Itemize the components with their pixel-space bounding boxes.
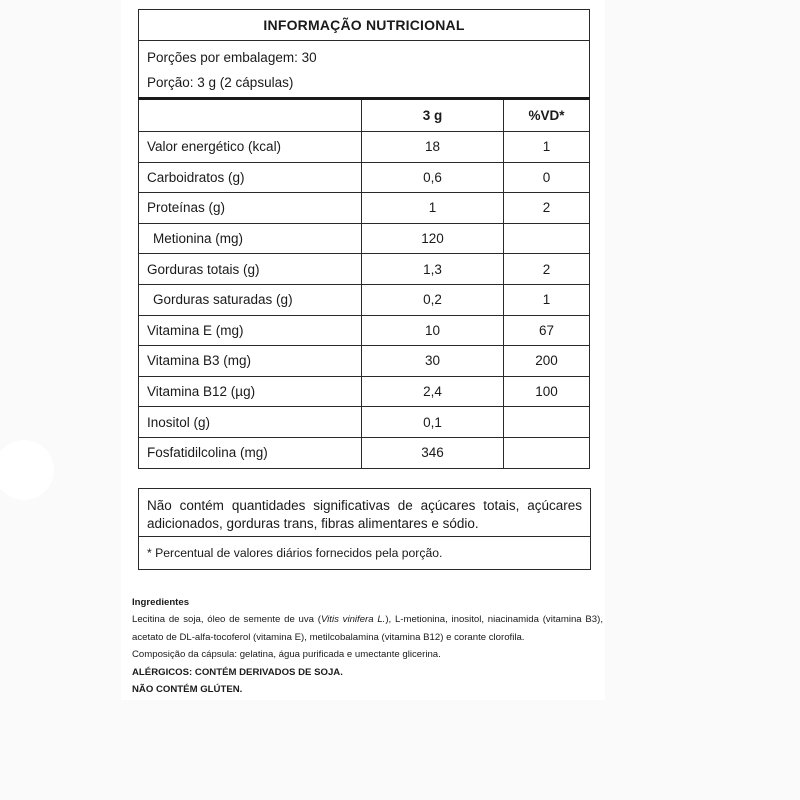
dv-footnote: * Percentual de valores diários fornecidos pela porção. — [147, 546, 443, 560]
decorative-circle — [0, 440, 54, 500]
table-row — [139, 437, 590, 468]
nutrient-amount: 1 — [362, 193, 504, 224]
nutrient-amount: 2,4 — [362, 376, 504, 407]
nutrition-title: INFORMAÇÃO NUTRICIONAL — [139, 10, 590, 41]
gluten-warning: NÃO CONTÉM GLÚTEN. — [132, 684, 243, 696]
nutrient-dv: 1 — [504, 132, 590, 163]
table-row — [139, 284, 590, 315]
nutrition-table — [138, 9, 590, 469]
table-row — [139, 346, 590, 377]
nutrient-name: Valor energético (kcal) — [139, 132, 362, 163]
header-amount: 3 g — [362, 99, 504, 132]
ingredients-list — [132, 611, 603, 646]
table-row — [139, 132, 590, 163]
nutrient-dv: 2 — [504, 254, 590, 285]
portion-row — [139, 41, 590, 99]
nutrient-dv — [504, 437, 590, 468]
header-dv: %VD* — [504, 99, 590, 132]
nutrient-name: Metionina (mg) — [139, 223, 362, 254]
nutrient-name: Vitamina E (mg) — [139, 315, 362, 346]
nutrient-amount: 0,2 — [362, 284, 504, 315]
nutrient-name: Gorduras saturadas (g) — [139, 284, 362, 315]
nutrient-dv: 100 — [504, 376, 590, 407]
nutrient-amount: 0,1 — [362, 407, 504, 438]
nutrient-amount: 18 — [362, 132, 504, 163]
table-row — [139, 315, 590, 346]
nutrient-amount: 0,6 — [362, 162, 504, 193]
ingredients-heading: Ingredientes — [132, 597, 190, 608]
nutrient-name: Carboidratos (g) — [139, 162, 362, 193]
nutrient-name: Inositol (g) — [139, 407, 362, 438]
servings-per-package: Porções por embalagem: 30 — [147, 50, 317, 65]
nutrient-dv: 67 — [504, 315, 590, 346]
ingredients-text-start: Lecitina de soja, óleo de semente de uva ( — [132, 614, 321, 626]
nutrient-dv: 2 — [504, 193, 590, 224]
nutrient-name: Vitamina B12 (µg) — [139, 376, 362, 407]
ingredients-section — [132, 594, 603, 698]
table-row — [139, 407, 590, 438]
notes-box — [138, 488, 591, 570]
ingredients-scientific-name: Vitis vinifera L. — [320, 614, 386, 626]
serving-size: Porção: 3 g (2 cápsulas) — [147, 75, 294, 90]
nutrient-amount: 30 — [362, 346, 504, 377]
nutrient-amount: 346 — [362, 437, 504, 468]
nutrient-dv: 0 — [504, 162, 590, 193]
nutrient-name: Vitamina B3 (mg) — [139, 346, 362, 377]
nutrient-dv — [504, 407, 590, 438]
insignificant-note: Não contém quantidades significativas de açúcares totais, açúcares adicionados, gorduras trans, fibras alimentares e sódio. — [139, 489, 590, 537]
nutrient-name: Gorduras totais (g) — [139, 254, 362, 285]
header-row — [139, 99, 590, 132]
allergen-warning: ALÉRGICOS: CONTÉM DERIVADOS DE SOJA. — [132, 666, 343, 678]
table-row — [139, 223, 590, 254]
capsule-composition: Composição da cápsula: gelatina, água purificada e umectante glicerina. — [132, 649, 441, 661]
nutrient-amount: 10 — [362, 315, 504, 346]
header-empty — [139, 99, 362, 132]
table-row — [139, 162, 590, 193]
title-row — [139, 10, 590, 41]
table-row — [139, 254, 590, 285]
nutrient-amount: 120 — [362, 223, 504, 254]
nutrient-amount: 1,3 — [362, 254, 504, 285]
nutrient-dv: 1 — [504, 284, 590, 315]
table-row — [139, 193, 590, 224]
table-row — [139, 376, 590, 407]
nutrient-name: Fosfatidilcolina (mg) — [139, 437, 362, 468]
portion-info — [139, 41, 590, 99]
ingredients-text-end: ), L-metionina, inositol, niacinamida (vitamina B3), acetato de DL-alfa-tocoferol (vitamina E), metilcobalamina (vitamina B12) e corante clorofila. — [132, 614, 603, 643]
nutrient-dv: 200 — [504, 346, 590, 377]
nutrient-dv — [504, 223, 590, 254]
nutrient-name: Proteínas (g) — [139, 193, 362, 224]
